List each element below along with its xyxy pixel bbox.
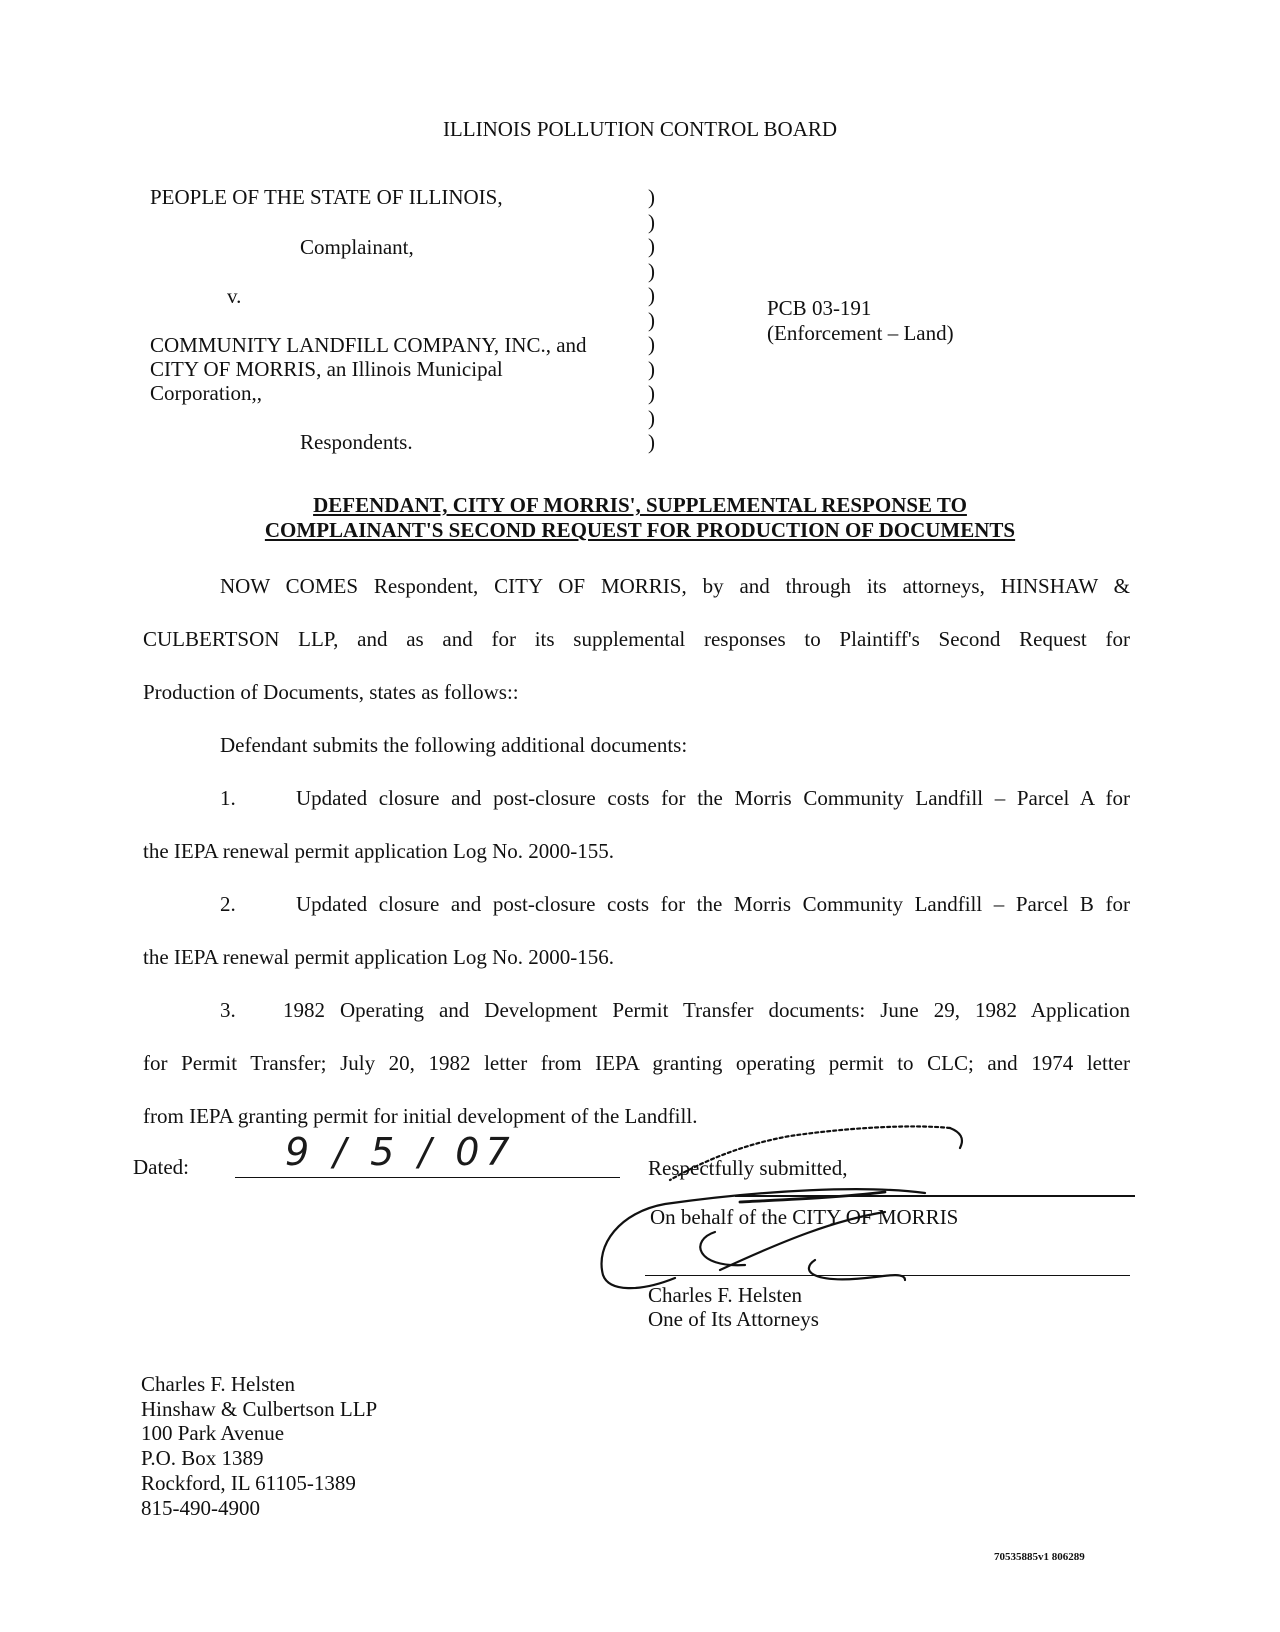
respondent-line-2: CITY OF MORRIS, an Illinois Municipal — [150, 357, 503, 381]
dated-value: 9 / 5 / 07 — [285, 1130, 516, 1174]
item-1-line-1: Updated closure and post-closure costs for the Morris Community Landfill – Parcel A for — [296, 786, 1130, 810]
case-type: (Enforcement – Land) — [767, 321, 954, 345]
respondent-role: Respondents. — [300, 430, 413, 454]
title-line-1: DEFENDANT, CITY OF MORRIS', SUPPLEMENTAL RESPONSE TO — [313, 493, 967, 517]
address-line: Rockford, IL 61105-1389 — [141, 1470, 356, 1495]
submits-line: Defendant submits the following additional documents: — [220, 733, 688, 757]
intro-line-2: CULBERTSON LLP, and as and for its supplemental responses to Plaintiff's Second Request for — [143, 627, 1130, 651]
versus: v. — [227, 284, 242, 308]
item-1-number: 1. — [220, 786, 236, 810]
document-title — [0, 493, 1280, 543]
item-2-number: 2. — [220, 892, 236, 916]
item-3-line-1: 1982 Operating and Development Permit Transfer documents: June 29, 1982 Application — [283, 998, 1130, 1022]
address-line: 815-490-4900 — [141, 1495, 260, 1520]
item-3-number: 3. — [220, 998, 236, 1022]
on-behalf-line: On behalf of the CITY OF MORRIS — [650, 1205, 959, 1229]
attorney-name: Charles F. Helsten — [648, 1283, 803, 1307]
attorney-role: One of Its Attorneys — [648, 1307, 819, 1331]
intro-line-1: NOW COMES Respondent, CITY OF MORRIS, by and through its attorneys, HINSHAW & — [220, 574, 1130, 598]
address-line: P.O. Box 1389 — [141, 1446, 264, 1471]
complainant-party: PEOPLE OF THE STATE OF ILLINOIS, — [150, 185, 503, 209]
item-2-line-1: Updated closure and post-closure costs for the Morris Community Landfill – Parcel B for — [296, 892, 1130, 916]
address-line: Hinshaw & Culbertson LLP — [141, 1396, 378, 1421]
signature-closing: Respectfully submitted, — [648, 1156, 848, 1180]
item-2-line-2: the IEPA renewal permit application Log No. 2000-156. — [143, 945, 615, 969]
dated-underline — [235, 1177, 620, 1178]
item-3-line-2: for Permit Transfer; July 20, 1982 letter from IEPA granting operating permit to CLC; and 1974 letter — [143, 1051, 1130, 1075]
handwritten-signature — [595, 1120, 1155, 1310]
item-1-line-2: the IEPA renewal permit application Log No. 2000-155. — [143, 839, 615, 863]
dated-label: Dated: — [133, 1155, 189, 1179]
respondent-line-3: Corporation,, — [150, 381, 262, 405]
intro-line-3: Production of Documents, states as follows:: — [143, 680, 519, 704]
title-line-2: COMPLAINANT'S SECOND REQUEST FOR PRODUCTION OF DOCUMENTS — [264, 518, 1016, 542]
address-line: 100 Park Avenue — [141, 1421, 285, 1446]
item-3-line-3: from IEPA granting permit for initial development of the Landfill. — [143, 1104, 698, 1128]
complainant-role: Complainant, — [300, 235, 414, 259]
address-block — [141, 1372, 377, 1520]
signature-line — [645, 1275, 1130, 1276]
address-line: Charles F. Helsten — [141, 1372, 296, 1396]
case-number: PCB 03-191 — [767, 296, 872, 320]
caption-parentheses: ) ) ) ) ) ) ) ) ) ) ) — [648, 185, 655, 454]
board-name: ILLINOIS POLLUTION CONTROL BOARD — [442, 117, 838, 141]
respondent-line-1: COMMUNITY LANDFILL COMPANY, INC., and — [150, 333, 587, 357]
document-id: 70535885v1 806289 — [994, 1551, 1085, 1563]
